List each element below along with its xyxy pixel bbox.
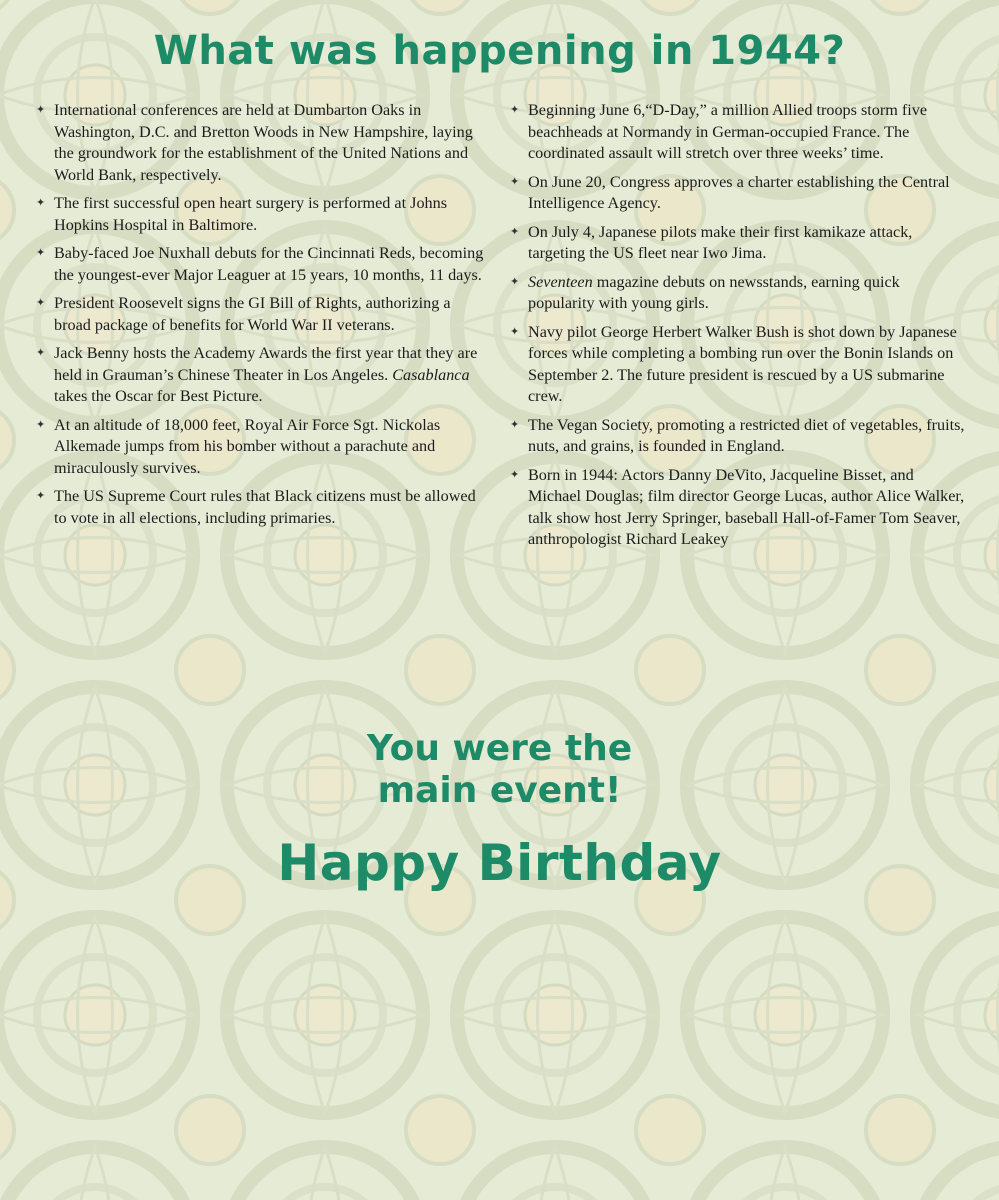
bullet-icon: ✦	[510, 418, 520, 431]
list-item: ✦ At an altitude of 18,000 feet, Royal Air Force Sgt. Nickolas Alkemade jumps from his bomber without a parachute and miraculously survives.	[36, 415, 441, 477]
list-item: ✦ Seventeen magazine debuts on newsstands, earning quick popularity with young girls.	[510, 272, 900, 312]
events-list-right	[510, 100, 968, 558]
bullet-icon: ✦	[510, 225, 520, 238]
events-list-left	[36, 100, 488, 536]
list-item: ✦ Baby-faced Joe Nuxhall debuts for the Cincinnati Reds, becoming the youngest-ever Major Leaguer at 15 years, 10 months, 11 days.	[36, 244, 484, 284]
bullet-icon: ✦	[510, 175, 520, 188]
magazine-title: Seventeen	[528, 272, 593, 291]
bullet-icon: ✦	[510, 104, 520, 116]
bullet-icon: ✦	[36, 347, 46, 359]
list-item: ✦ Jack Benny hosts the Academy Awards the first year that they are held in Grauman’s Chinese Theater in Los Angeles. Casablanca takes the Oscar for Best Picture.	[36, 344, 478, 405]
closing-line-2: main event!	[377, 770, 622, 811]
list-item: ✦ Navy pilot George Herbert Walker Bush is shot down by Japanese forces while completing a bombing run over the Bonin Islands on September 2. The future president is rescued by a US submarine crew.	[510, 322, 957, 405]
bullet-icon: ✦	[510, 325, 520, 338]
film-title: Casablanca	[392, 365, 470, 384]
bullet-icon: ✦	[36, 418, 46, 431]
list-item: ✦ International conferences are held at Dumbarton Oaks in Washington, D.C. and Bretton Woods in New Hampshire, laying the groundwork for the establishment of the United Nations and World Bank, respectively.	[36, 101, 473, 184]
bullet-icon: ✦	[36, 197, 46, 209]
list-item: ✦ On July 4, Japanese pilots make their first kamikaze attack, targeting the US fleet near Iwo Jima.	[510, 222, 913, 262]
list-item: ✦ Born in 1944: Actors Danny DeVito, Jacqueline Bisset, and Michael Douglas; film director George Lucas, author Alice Walker, talk show host Jerry Springer, baseball Hall-of-Famer Tom Seaver, anthropologist Richard Leakey	[510, 465, 965, 548]
bullet-icon: ✦	[36, 490, 46, 502]
list-item: ✦ The first successful open heart surgery is performed at Johns Hopkins Hospital in Baltimore.	[36, 194, 448, 234]
list-item: ✦ President Roosevelt signs the GI Bill of Rights, authorizing a broad package of benefits for World War II veterans.	[36, 294, 451, 334]
bullet-icon: ✦	[510, 275, 520, 288]
birthday-greeting: Happy Birthday	[277, 834, 722, 892]
bullet-icon: ✦	[36, 104, 46, 116]
closing-message	[0, 728, 999, 892]
list-item: ✦ The US Supreme Court rules that Black citizens must be allowed to vote in all elections, including primaries.	[36, 487, 476, 527]
list-item: ✦ Beginning June 6,“D-Day,” a million Allied troops storm five beachheads at Normandy in German-occupied France. The coordinated assault will stretch over three weeks’ time.	[510, 101, 928, 162]
closing-line-1: You were the	[366, 728, 633, 769]
list-item: ✦ The Vegan Society, promoting a restricted diet of vegetables, fruits, nuts, and grains, is founded in England.	[510, 415, 965, 455]
list-item: ✦ On June 20, Congress approves a charter establishing the Central Intelligence Agency.	[510, 172, 950, 212]
bullet-icon: ✦	[36, 247, 46, 259]
page-title: What was happening in 1944?	[153, 28, 846, 74]
bullet-icon: ✦	[510, 468, 520, 481]
bullet-icon: ✦	[36, 297, 46, 309]
